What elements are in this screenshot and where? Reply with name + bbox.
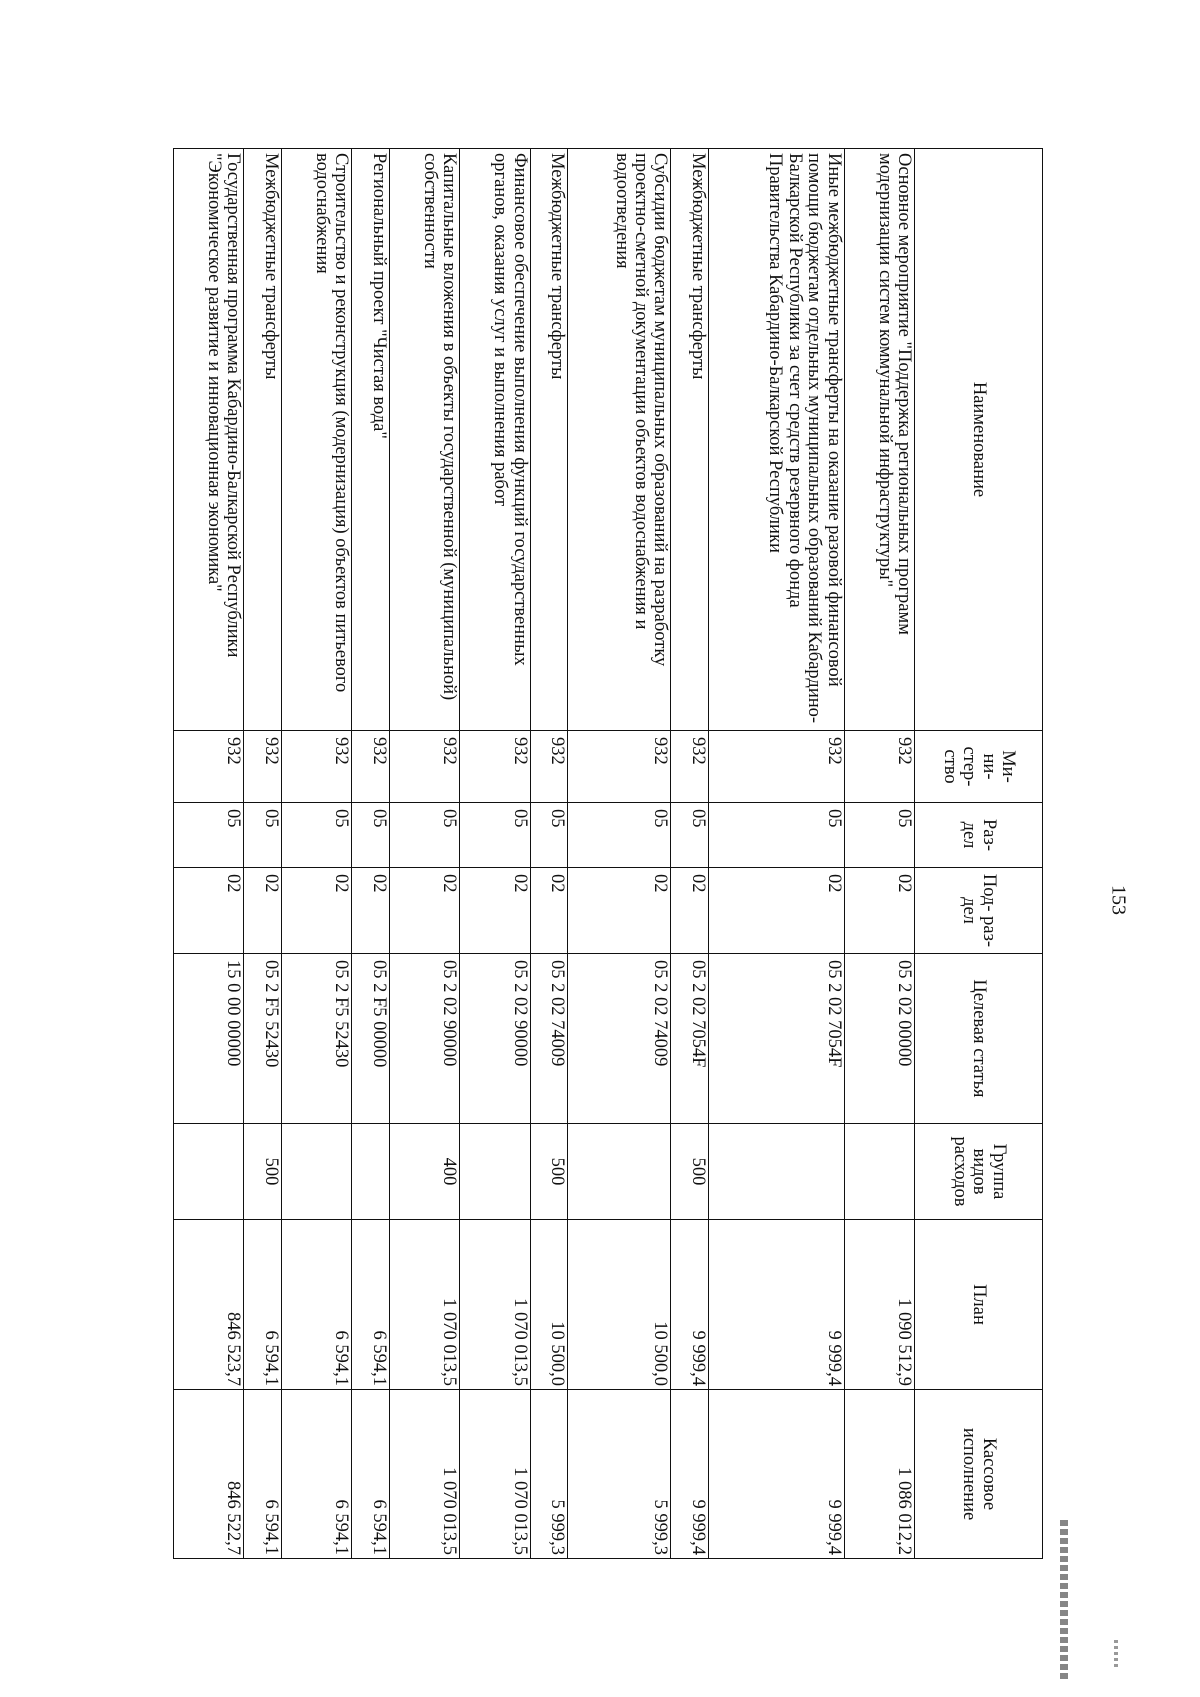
cell-section: 05 — [671, 803, 709, 868]
cell-section: 05 — [568, 803, 671, 868]
table-row — [530, 149, 568, 1559]
page-number: 153 — [1107, 885, 1130, 915]
budget-table — [173, 148, 1043, 1559]
cell-name: Финансовое обеспечение выполнения функций государственных органов, оказания услуг и выполнения работ — [460, 149, 530, 731]
cell-group: 500 — [671, 1124, 709, 1220]
cell-section: 05 — [352, 803, 390, 868]
cell-subsection: 02 — [568, 868, 671, 954]
cell-ministry: 932 — [671, 731, 709, 803]
cell-target: 15 0 00 00000 — [174, 954, 244, 1124]
header-section: Раз- дел — [915, 803, 1043, 868]
header-name: Наименование — [915, 149, 1043, 731]
cell-target: 05 2 02 7054F — [709, 954, 845, 1124]
cell-name: Основное мероприятие "Поддержка региональных программ модернизации систем коммунальной инфраструктуры" — [844, 149, 914, 731]
table-row — [390, 149, 460, 1559]
table-row — [352, 149, 390, 1559]
cell-ministry: 932 — [244, 731, 282, 803]
cell-ministry: 932 — [530, 731, 568, 803]
cell-execution: 1 070 013,5 — [390, 1390, 460, 1559]
cell-name: Межбюджетные трансферты — [244, 149, 282, 731]
cell-target: 05 2 02 90000 — [460, 954, 530, 1124]
cell-name: Субсидии бюджетам муниципальных образований на разработку проектно-сметной документации объектов водоснабжения и водоотведения — [568, 149, 671, 731]
cell-plan: 10 500,0 — [568, 1220, 671, 1390]
cell-section: 05 — [530, 803, 568, 868]
cell-target: 05 2 F5 52430 — [282, 954, 352, 1124]
cell-subsection: 02 — [174, 868, 244, 954]
header-group: Группа видов расходов — [915, 1124, 1043, 1220]
cell-section: 05 — [460, 803, 530, 868]
table-row — [282, 149, 352, 1559]
cell-target: 05 2 02 74009 — [530, 954, 568, 1124]
cell-group — [282, 1124, 352, 1220]
cell-name: Иные межбюджетные трансферты на оказание разовой финансовой помощи бюджетам отдельных муниципальных образований Кабардино-Балкарской Республики за счет средств резервного фонда Правительства Кабардино-Балкарской Республики — [709, 149, 845, 731]
cell-subsection: 02 — [709, 868, 845, 954]
cell-subsection: 02 — [460, 868, 530, 954]
cell-subsection: 02 — [671, 868, 709, 954]
cell-group — [844, 1124, 914, 1220]
cell-plan: 1 090 512,9 — [844, 1220, 914, 1390]
header-plan: План — [915, 1220, 1043, 1390]
cell-section: 05 — [844, 803, 914, 868]
cell-group: 400 — [390, 1124, 460, 1220]
cell-ministry: 932 — [709, 731, 845, 803]
cell-group — [460, 1124, 530, 1220]
cell-section: 05 — [709, 803, 845, 868]
cell-subsection: 02 — [530, 868, 568, 954]
scan-barcode-mark — [1060, 1520, 1068, 1680]
cell-execution: 1 086 012,2 — [844, 1390, 914, 1559]
table-row — [460, 149, 530, 1559]
header-subsection: Под- раз- дел — [915, 868, 1043, 954]
header-execution: Кассовое исполнение — [915, 1390, 1043, 1559]
cell-target: 05 2 02 00000 — [844, 954, 914, 1124]
cell-group — [174, 1124, 244, 1220]
table-row — [174, 149, 244, 1559]
cell-section: 05 — [390, 803, 460, 868]
cell-target: 05 2 02 74009 — [568, 954, 671, 1124]
cell-plan: 9 999,4 — [709, 1220, 845, 1390]
cell-name: Региональный проект "Чистая вода" — [352, 149, 390, 731]
cell-execution: 5 999,3 — [530, 1390, 568, 1559]
table-row — [244, 149, 282, 1559]
cell-target: 05 2 02 90000 — [390, 954, 460, 1124]
cell-ministry: 932 — [282, 731, 352, 803]
cell-target: 05 2 F5 00000 — [352, 954, 390, 1124]
cell-plan: 6 594,1 — [244, 1220, 282, 1390]
cell-subsection: 02 — [844, 868, 914, 954]
cell-name: Государственная программа Кабардино-Балкарской Республики "Экономическое развитие и инновационная экономика" — [174, 149, 244, 731]
cell-subsection: 02 — [352, 868, 390, 954]
table-row — [844, 149, 914, 1559]
cell-plan: 1 070 013,5 — [460, 1220, 530, 1390]
cell-execution: 6 594,1 — [244, 1390, 282, 1559]
scan-edge-mark — [1114, 1640, 1118, 1670]
table-rotation — [173, 148, 1043, 1558]
cell-execution: 5 999,3 — [568, 1390, 671, 1559]
cell-group — [352, 1124, 390, 1220]
cell-group: 500 — [530, 1124, 568, 1220]
cell-plan: 9 999,4 — [671, 1220, 709, 1390]
cell-name: Межбюджетные трансферты — [671, 149, 709, 731]
table-row — [709, 149, 845, 1559]
header-ministry: Ми- ни- стер- ство — [915, 731, 1043, 803]
cell-name: Межбюджетные трансферты — [530, 149, 568, 731]
cell-ministry: 932 — [174, 731, 244, 803]
cell-execution: 846 522,7 — [174, 1390, 244, 1559]
cell-plan: 1 070 013,5 — [390, 1220, 460, 1390]
header-target: Целевая статья — [915, 954, 1043, 1124]
table-row — [568, 149, 671, 1559]
cell-section: 05 — [244, 803, 282, 868]
cell-plan: 6 594,1 — [352, 1220, 390, 1390]
cell-ministry: 932 — [844, 731, 914, 803]
cell-group: 500 — [244, 1124, 282, 1220]
cell-section: 05 — [282, 803, 352, 868]
cell-subsection: 02 — [282, 868, 352, 954]
cell-execution: 9 999,4 — [671, 1390, 709, 1559]
rotated-table-frame — [173, 148, 1043, 1558]
header-row — [915, 149, 1043, 1559]
cell-ministry: 932 — [352, 731, 390, 803]
cell-name: Капитальные вложения в объекты государственной (муниципальной) собственности — [390, 149, 460, 731]
cell-subsection: 02 — [244, 868, 282, 954]
cell-name: Строительство и реконструкция (модернизация) объектов питьевого водоснабжения — [282, 149, 352, 731]
cell-subsection: 02 — [390, 868, 460, 954]
cell-ministry: 932 — [568, 731, 671, 803]
cell-section: 05 — [174, 803, 244, 868]
cell-target: 05 2 02 7054F — [671, 954, 709, 1124]
cell-ministry: 932 — [460, 731, 530, 803]
cell-plan: 6 594,1 — [282, 1220, 352, 1390]
cell-group — [568, 1124, 671, 1220]
cell-group — [709, 1124, 845, 1220]
cell-execution: 6 594,1 — [352, 1390, 390, 1559]
cell-target: 05 2 F5 52430 — [244, 954, 282, 1124]
table-row — [671, 149, 709, 1559]
cell-ministry: 932 — [390, 731, 460, 803]
table-body — [174, 149, 915, 1559]
cell-execution: 1 070 013,5 — [460, 1390, 530, 1559]
cell-execution: 9 999,4 — [709, 1390, 845, 1559]
cell-execution: 6 594,1 — [282, 1390, 352, 1559]
cell-plan: 10 500,0 — [530, 1220, 568, 1390]
cell-plan: 846 523,7 — [174, 1220, 244, 1390]
